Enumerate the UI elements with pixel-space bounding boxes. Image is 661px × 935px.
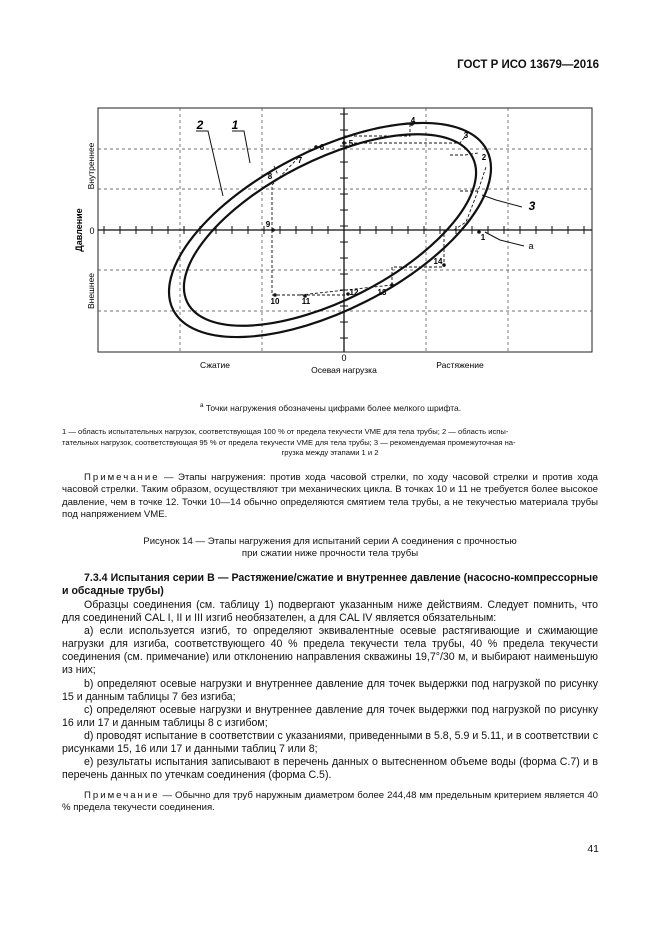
legend-line-3: грузка между этапами 1 и 2 <box>281 448 379 457</box>
section-note <box>62 790 598 815</box>
load-point-13: 13 <box>377 288 387 297</box>
load-point-12: 12 <box>349 288 359 297</box>
y-bottom-label: Внешнее <box>86 272 96 310</box>
note-label: Примечание <box>84 472 160 483</box>
x-axis-title: Осевая нагрузка <box>311 365 377 375</box>
section-body <box>62 599 598 782</box>
caption-line-1: Рисунок 14 — Этапы нагружения для испытаний серии А соединения с прочностью <box>143 536 517 547</box>
paragraph-e: e) результаты испытания записывают в перечень данных о вытесненном объеме воды (форма С.7) и в перечень данных по утечкам соединения (форма С.5). <box>62 756 598 782</box>
load-point-1: 1 <box>480 233 486 242</box>
x-left-label: Сжатие <box>200 360 230 370</box>
load-point-10: 10 <box>270 297 280 306</box>
caption-line-2: при сжатии ниже прочности тела трубы <box>241 548 419 560</box>
page-header: ГОСТ Р ИСО 13679—2016 <box>457 59 599 71</box>
note2-text: — Обычно для труб наружным диаметром более 244,48 мм предельным критерием является 40 % предела текучести соединения. <box>62 790 598 814</box>
paragraph-a: a) если используется изгиб, то определяют эквивалентные осевые растягивающие и сжимающие нагрузки для изгиба, соответствующего 40 % предела текучести тела трубы, 40 % предела текучести соединения (см. примечание) или отклонению направления скважины 19,7°/30 м, и выбирают наименьшую из них; <box>62 625 598 677</box>
legend-line-2: тательных нагрузок, соответствующая 95 % от предела текучести VME для тела трубы; 3 — рекомендуемая промежуточная на- <box>62 437 516 447</box>
paragraph-intro: Образцы соединения (см. таблицу 1) подвергают указанным ниже действиям. Следует помнить, что для соединений CAL I, II и III изгиб необязателен, а для CAL IV является обязательным: <box>62 599 598 625</box>
figure-note <box>62 472 598 522</box>
load-point-7: 7 <box>297 156 303 165</box>
figure-legend <box>62 427 598 459</box>
curve-label-2: 2 <box>196 118 204 132</box>
note2-label: Примечание <box>84 790 160 801</box>
load-point-2: 2 <box>481 153 487 162</box>
curve-label-1: 1 <box>231 118 239 132</box>
legend-line-1: 1 — область испытательных нагрузок, соответствующая 100 % от предела текучести VME для тела трубы; 2 — область испы- <box>62 427 509 436</box>
figure-caption <box>62 536 598 561</box>
load-point-8: 8 <box>267 172 273 181</box>
y-top-label: Внутреннее <box>86 142 96 190</box>
load-point-5: 5 <box>348 139 354 148</box>
note-text: — Этапы нагружения: против хода часовой стрелки, по ходу часовой стрелки и против хода часовой стрелки. Таким образом, осуществляют три механических цикла. В точках 10 и 11 не требуется более высокое давление, чем в точке 12. Точки 10—14 обычно определяются смятием тела трубы, а не текучестью материала трубы под напряжением VME. <box>62 472 598 521</box>
y-axis-title: Давление <box>74 208 84 252</box>
x-zero-label: 0 <box>341 353 347 363</box>
section-title: 7.3.4 Испытания серии В — Растяжение/сжатие и внутреннее давление (насосно-компрессорные и обсадные трубы) <box>62 572 598 598</box>
paragraph-c: c) определяют осевые нагрузки и внутреннее давление для точек выдержки под нагрузкой по рисунку 16 или 17 и данным таблицы 8 с изгибом; <box>62 703 598 729</box>
load-path <box>272 124 486 295</box>
load-point-markers <box>271 122 481 298</box>
load-point-labels <box>266 116 487 306</box>
figure-footnote <box>0 402 661 413</box>
figure-14-load-diagram <box>0 0 661 400</box>
load-point-4: 4 <box>410 116 416 125</box>
y-zero-label: 0 <box>89 226 95 236</box>
load-point-11: 11 <box>301 297 311 306</box>
load-point-14: 14 <box>433 257 443 266</box>
load-point-3: 3 <box>463 131 469 140</box>
paragraph-b: b) определяют осевые нагрузки и внутреннее давление для точек выдержки под нагрузкой по рисунку 15 и данным таблицы 7 без изгиба; <box>62 677 598 703</box>
load-point-9: 9 <box>265 220 271 229</box>
page-number: 41 <box>587 843 599 855</box>
footnote-text: Точки нагружения обозначены цифрами более мелкого шрифта. <box>205 402 462 413</box>
paragraph-d: d) проводят испытание в соответствии с указаниями, приведенными в 5.8, 5.9 и 5.11, и в соответствии с рисунками 15, 16 или 17 и данными таблиц 7 или 8; <box>62 729 598 756</box>
footnote-sup: a <box>199 402 204 409</box>
footnote-marker-a: a <box>528 241 534 251</box>
curve-label-3: 3 <box>528 199 536 213</box>
load-point-6: 6 <box>319 143 325 152</box>
x-right-label: Растяжение <box>436 360 484 370</box>
